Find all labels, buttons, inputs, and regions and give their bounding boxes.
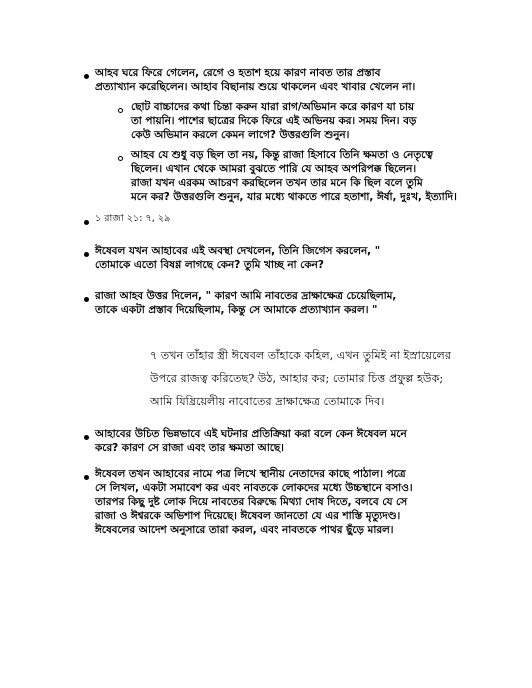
bullet-1-line-2: প্রত্যাখ্যান করেছিলেন। আহাব বিছানায় শুয়ে থাকলেন এবং খাবার খেলেন না। [95,81,416,93]
bullet-3-line-1: ঈষেবল যখন আহাবের এই অবস্থা দেখলেন, তিনি জিগেস করলেন, " [95,245,381,257]
bullet-5-line-1: আহাবের উচিত ভিন্নভাবে এই ঘটনার প্রতিক্রিয়া করা বলে কেন ঈষেবল মনে [95,428,407,440]
subitem-1-line-3: কেউ অভিমান করলে কেমন লাগে? উত্তরগুলি শুনুন। [131,129,350,141]
bullet-5-line-2: করে? কারণ সে রাজা এবং তার ক্ষমতা আছে। [95,442,284,454]
subitem-1-line-2: তা পায়নি। পাশের ছাত্রের দিকে ফিরে এই অভিনয় কর। সময় দিন। বড় [131,115,417,127]
subitem-2-line-3: রাজা যখন এরকম আচরণ করছিলেন তখন তার মনে কি ছিল বলে তুমি [131,177,423,189]
bullet-1-line-1: আহব ঘরে ফিরে গেলেন, রেগে ও হতাশ হয়ে কারণ নাবত তার প্রস্তাব [95,67,381,79]
scripture-reference: ১ রাজা ২১: ৭, ২৯ [95,213,171,224]
bullet-6-line-3: তারপর কিছু দুষ্ট লোক দিয়ে নাবতের বিরুদ্ধে মিথ্যা দোষ দিতে, বলবে যে সে [95,496,408,508]
bullet-marker [84,297,89,302]
bullet-marker [84,220,89,225]
bullet-6-line-1: ঈষেবল তখন আহাবের নামে পত্র লিখে স্থানীয় নেতাদের কাছে পাঠাল। পত্রে [95,468,406,480]
subitem-2-line-4: মনে কর? উত্তরগুলি শুনুন, যার মধ্যে থাকতে পারে হতাশা, ঈর্ষা, দুঃখ, ইত্যাদি। [131,191,457,203]
bullet-6-line-2: সে লিখল, একটা সমাবেশ কর এবং নাবতকে লোকদের মধ্যে উচ্চস্থানে বসাও। [95,482,413,494]
bullet-marker [84,252,89,257]
bullet-3-line-2: তোমাকে এতো বিষণ্ণ লাগছে কেন? তুমি খাচ্ছ না কেন? [95,259,324,271]
bullet-6-line-4: রাজা ও ঈশ্বরকে অভিশাপ দিয়েছে। ঈষেবল জানতো যে এর শাস্তি মৃত্যুদণ্ড। [95,510,401,522]
bullet-6-line-5: ঈষেবলের আদেশ অনুসারে তারা করল, এবং নাবতকে পাথর ছুঁড়ে মারল। [95,524,394,536]
verse-line-3: আমি যিষ্রিয়েলীয় নাবোতের দ্রাক্ষাক্ষেত্র তোমাকে দিব। [150,395,385,408]
verse-line-1: ৭ তখন তাঁহার স্ত্রী ঈষেবল তাঁহাকে কহিল, এখন তুমিই না ইস্রায়েলের [150,349,451,362]
bullet-marker [84,74,89,79]
verse-line-2: উপরে রাজত্ব করিতেছ? উঠ, আহার কর; তোমার চিত্ত প্রফুল্ল হউক; [150,372,444,385]
subitem-marker [118,156,123,161]
bullet-4-line-2: তাকে একটা প্রস্তাব দিয়েছিলাম, কিন্তু সে আমাকে প্রত্যাখ্যান করল। " [95,304,378,316]
bullet-marker [84,435,89,440]
subitem-1-line-1: ছোট বাচ্চাদের কথা চিন্তা করুন যারা রাগ/অভিমান করে কারণ যা চায় [131,101,415,113]
subitem-marker [118,108,123,113]
subitem-2-line-2: ছিলেন। এখান থেকে আমরা বুঝতে পারি যে আহব অপরিপক্ক ছিলেন। [131,163,417,175]
subitem-2-line-1: আহব যে শুধু বড় ছিল তা নয়, কিন্তু রাজা হিসাবে তিনি ক্ষমতা ও নেতৃত্বে [131,149,433,161]
bullet-marker [84,475,89,480]
bullet-4-line-1: রাজা আহব উত্তর দিলেন, " কারণ আমি নাবতের দ্রাক্ষাক্ষেত্র চেয়েছিলাম, [95,290,397,302]
